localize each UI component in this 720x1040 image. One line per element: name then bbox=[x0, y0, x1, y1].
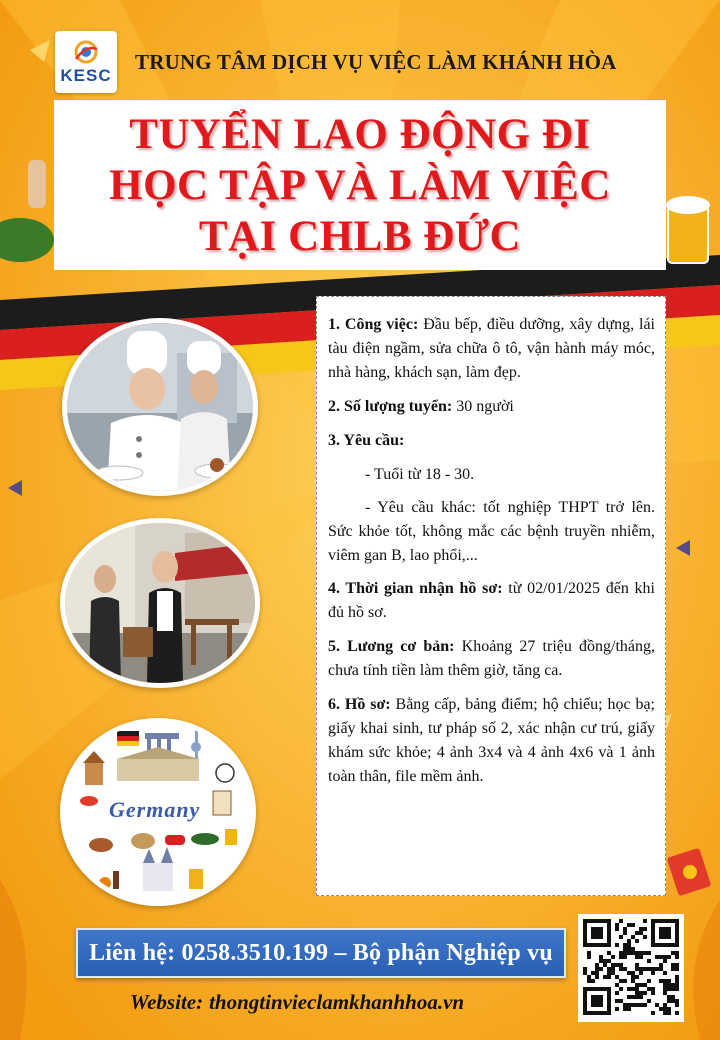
kesc-logo bbox=[55, 31, 117, 93]
title-box bbox=[54, 100, 666, 270]
quantity-text: 30 người bbox=[452, 398, 514, 415]
requirements-label: 3. Yêu cầu: bbox=[328, 432, 405, 449]
salary-label: 5. Lương cơ bản: bbox=[328, 638, 455, 655]
time-section bbox=[328, 577, 655, 625]
info-box bbox=[316, 296, 666, 896]
salary-text: Khoảng 27 triệu đồng/tháng, chưa tính tiền làm thêm giờ, tăng ca. bbox=[328, 638, 656, 679]
logo-text: KESC bbox=[60, 65, 112, 85]
time-label: 4. Thời gian nhận hồ sơ: bbox=[328, 580, 503, 597]
salary-section bbox=[328, 635, 655, 683]
waiter-photo bbox=[60, 518, 260, 688]
title-line-2: HỌC TẬP VÀ LÀM VIỆC bbox=[109, 161, 611, 209]
org-name: TRUNG TÂM DỊCH VỤ VIỆC LÀM KHÁNH HÒA bbox=[135, 49, 617, 74]
requirements-section bbox=[328, 429, 655, 453]
documents-text: Bằng cấp, bảng điểm; hộ chiếu; học bạ; giấy khai sinh, tư pháp số 2, xác nhận cư trú, giấy khám sức khỏe; 4 ảnh 3x4 và 4 ảnh 4x6 và 1 ảnh toàn thân, file mềm ảnh. bbox=[328, 696, 655, 785]
waiter-illustration bbox=[65, 523, 255, 683]
requirement-age: - Tuổi từ 18 - 30. bbox=[365, 466, 475, 483]
chef-illustration bbox=[67, 323, 253, 491]
quantity-label: 2. Số lượng tuyển: bbox=[328, 398, 453, 415]
website-label: Website: bbox=[130, 990, 204, 1014]
job-label: 1. Công việc: bbox=[328, 316, 419, 333]
contact-bar bbox=[76, 928, 566, 978]
germany-label: Germany bbox=[109, 797, 201, 822]
job-text: Đầu bếp, điều dưỡng, xây dựng, lái tàu điện ngầm, sửa chữa ô tô, vận hành máy móc, nhà hàng, khách sạn, làm đẹp. bbox=[328, 316, 656, 381]
qr-code[interactable] bbox=[578, 914, 684, 1022]
documents-label: 6. Hồ sơ: bbox=[328, 696, 391, 713]
contact-text: Liên hệ: 0258.3510.199 – Bộ phận Nghiệp vụ bbox=[89, 939, 553, 966]
logo-swirl-icon bbox=[71, 39, 101, 65]
quantity-section bbox=[328, 395, 655, 419]
germany-collage bbox=[60, 718, 256, 906]
header bbox=[55, 30, 675, 94]
website-line bbox=[130, 990, 464, 1015]
time-text: từ 02/01/2025 đến khi đủ hồ sơ. bbox=[328, 580, 656, 621]
title-line-1: TUYỂN LAO ĐỘNG ĐI bbox=[129, 110, 591, 158]
title-line-3: TẠI CHLB ĐỨC bbox=[198, 212, 522, 260]
chef-photo bbox=[62, 318, 258, 496]
requirement-other: - Yêu cầu khác: tốt nghiệp THPT trở lên. Sức khỏe tốt, không mắc các bệnh truyền nhiễm, viêm gan B, lao phổi,... bbox=[328, 499, 655, 564]
website-url[interactable]: thongtinvieclamkhanhhoa.vn bbox=[209, 990, 465, 1014]
job-section bbox=[328, 313, 655, 385]
documents-section bbox=[328, 693, 655, 789]
qr-code-icon bbox=[583, 919, 679, 1017]
